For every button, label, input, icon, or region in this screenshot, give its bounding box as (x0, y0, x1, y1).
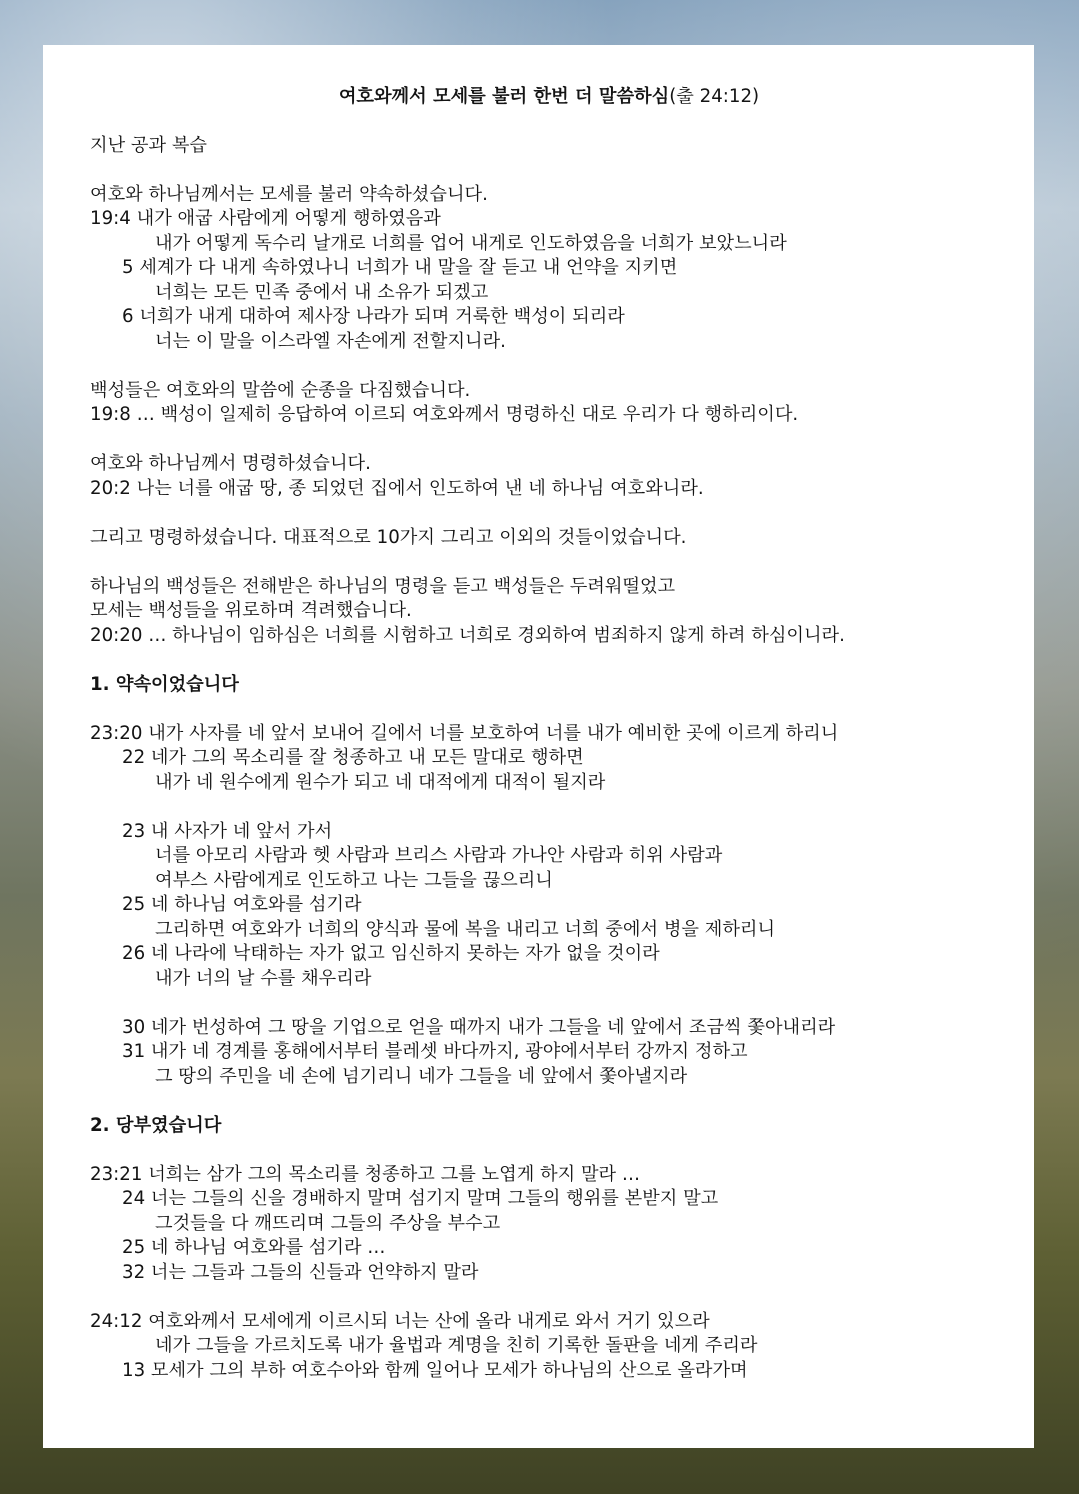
verse-line: 네가 그들을 가르치도록 내가 율법과 계명을 친히 기록한 돌판을 네게 주리라 (155, 1335, 758, 1356)
verse-line: 6 너희가 내게 대하여 제사장 나라가 되며 거룩한 백성이 되리라 (122, 306, 625, 327)
verse-line: 23:20 내가 사자를 네 앞서 보내어 길에서 너를 보호하여 너를 내가 예비한 곳에 이르게 하리니 (90, 722, 839, 744)
review-label: 지난 공과 복습 (90, 134, 207, 156)
verse-line: 그것들을 다 깨뜨리며 그들의 주상을 부수고 (155, 1212, 501, 1234)
verse-line: 5 세계가 다 내게 속하였나니 너희가 내 말을 잘 듣고 내 언약을 지키면 (122, 257, 678, 278)
verse-line: 30 네가 번성하여 그 땅을 기업으로 얻을 때까지 내가 그들을 네 앞에서 조금씩 쫓아내리라 (122, 1016, 836, 1038)
verse-line: 22 네가 그의 목소리를 잘 청종하고 내 모든 말대로 행하면 (122, 747, 584, 768)
paragraph-line: 모세는 백성들을 위로하며 격려했습니다. (90, 600, 412, 621)
verse-line: 내가 어떻게 독수리 날개로 너희를 업어 내게로 인도하였음을 너희가 보았느니라 (155, 232, 787, 254)
paragraph-line: 하나님의 백성들은 전해받은 하나님의 명령을 듣고 백성들은 두려워떨었고 (90, 575, 676, 597)
review-intro-promise: 여호와 하나님께서는 모세를 불러 약속하셨습니다. (90, 183, 488, 205)
verse-line: 너는 이 말을 이스라엘 자손에게 전할지니라. (155, 330, 506, 352)
verse-line: 내가 네 원수에게 원수가 되고 네 대적에게 대적이 될지라 (155, 771, 606, 793)
verse-line: 25 네 하나님 여호와를 섬기라 (122, 894, 362, 915)
verse-line: 31 내가 네 경계를 홍해에서부터 블레셋 바다까지, 광야에서부터 강까지 정하고 (122, 1041, 748, 1062)
section-heading-charge: 2. 당부였습니다 (90, 1114, 222, 1136)
verse-line: 24:12 여호와께서 모세에게 이르시되 너는 산에 올라 내게로 와서 거기 있으라 (90, 1310, 710, 1332)
title-reference: (출 24:12) (669, 86, 760, 107)
verse-line: 20:2 나는 너를 애굽 땅, 종 되었던 집에서 인도하여 낸 네 하나님 여호와니라. (90, 477, 704, 499)
review-intro-obedience: 백성들은 여호와의 말씀에 순종을 다짐했습니다. (90, 379, 471, 401)
verse-line: 23:21 너희는 삼가 그의 목소리를 청종하고 그를 노엽게 하지 말라 … (90, 1163, 641, 1185)
verse-line: 24 너는 그들의 신을 경배하지 말며 섬기지 말며 그들의 행위를 본받지 말고 (122, 1188, 719, 1209)
verse-line: 내가 너의 날 수를 채우리라 (155, 967, 372, 989)
review-intro-ten: 그리고 명령하셨습니다. 대표적으로 10가지 그리고 이외의 것들이었습니다. (90, 526, 687, 548)
verse-line: 26 네 나라에 낙태하는 자가 없고 임신하지 못하는 자가 없을 것이라 (122, 943, 660, 964)
verse-line: 19:8 … 백성이 일제히 응답하여 이르되 여호와께서 명령하신 대로 우리가 다 행하리이다. (90, 404, 799, 425)
verse-line: 너희는 모든 민족 중에서 내 소유가 되겠고 (155, 281, 489, 303)
verse-line: 25 네 하나님 여호와를 섬기라 … (122, 1237, 386, 1258)
verse-line: 19:4 내가 애굽 사람에게 어떻게 행하였음과 (90, 208, 441, 229)
verse-line: 너를 아모리 사람과 헷 사람과 브리스 사람과 가나안 사람과 히위 사람과 (155, 845, 723, 866)
review-intro-command: 여호와 하나님께서 명령하셨습니다. (90, 453, 371, 474)
document-page (43, 45, 1034, 1448)
verse-line: 그 땅의 주민을 네 손에 넘기리니 네가 그들을 네 앞에서 쫓아낼지라 (155, 1065, 688, 1087)
verse-line: 13 모세가 그의 부하 여호수아와 함께 일어나 모세가 하나님의 산으로 올라가며 (122, 1359, 748, 1381)
verse-line: 여부스 사람에게로 인도하고 나는 그들을 끊으리니 (155, 869, 553, 891)
verse-line: 20:20 … 하나님이 임하심은 너희를 시험하고 너희로 경외하여 범죄하지 않게 하려 하심이니라. (90, 624, 845, 646)
section-heading-promise: 1. 약속이었습니다 (90, 673, 239, 695)
title-main: 여호와께서 모세를 불러 한번 더 말씀하심 (338, 86, 670, 107)
verse-line: 그리하면 여호와가 너희의 양식과 물에 복을 내리고 너희 중에서 병을 제하리니 (155, 918, 776, 940)
verse-line: 23 내 사자가 네 앞서 가서 (122, 820, 333, 842)
verse-line: 32 너는 그들과 그들의 신들과 언약하지 말라 (122, 1261, 479, 1283)
page-title (90, 85, 994, 110)
